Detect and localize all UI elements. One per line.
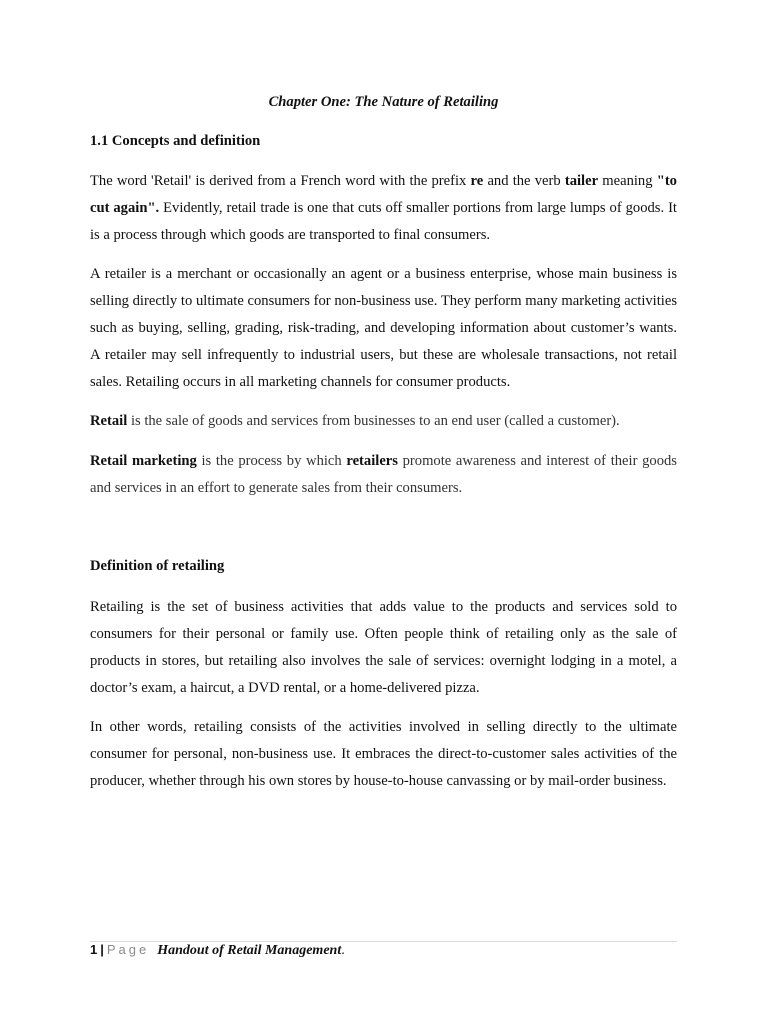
paragraph-retailing-activities: Retailing is the set of business activities that adds value to the products and services sold to consumers for their personal or family use. Often people think of retailing only as the sale of products in stores, but retailing also involves the sale of services: overnight lodging in a motel, a doctor’s exam, a haircut, a DVD rental, or a home-delivered pizza. — [90, 599, 677, 696]
page-footer — [90, 942, 345, 959]
text-run: is the process by which — [196, 453, 347, 469]
handout-title: Handout of Retail Management — [157, 943, 342, 958]
text-run: is the sale of goods and services from businesses to an end user (called a customer). — [127, 413, 620, 429]
text-run: The word 'Retail' is derived from a French word with the prefix — [90, 173, 471, 189]
paragraph-retail-origin — [90, 168, 677, 249]
paragraph-retail-marketing — [90, 448, 677, 502]
paragraph-retail-definition — [90, 408, 677, 435]
paragraph-retailer-definition: A retailer is a merchant or occasionally an agent or a business enterprise, whose main business is selling directly to ultimate consumers for non-business use. They perform many marketing activities such as buying, selling, grading, risk-trading, and developing information about customer’s wants. A retailer may sell infrequently to industrial users, but these are wholesale transactions, not retail sales. Retailing occurs in all marketing channels for consumer products. — [90, 266, 677, 390]
footer-trail: . — [341, 943, 345, 958]
section-heading-definition: Definition of retailing — [90, 558, 225, 574]
page-number: 1 — [90, 942, 98, 957]
bold-term-tailer: tailer — [564, 173, 599, 189]
text-run: and the verb — [483, 173, 565, 189]
bold-term-re: re — [470, 173, 484, 189]
chapter-title: Chapter One: The Nature of Retailing — [268, 94, 499, 110]
footer-separator: | — [100, 942, 104, 957]
text-run: meaning — [598, 173, 657, 189]
bold-term-retailers: retailers — [346, 453, 398, 469]
bold-term-retail: Retail — [90, 413, 128, 429]
page-label: Page — [106, 942, 150, 957]
section-heading-concepts: 1.1 Concepts and definition — [90, 133, 261, 149]
bold-term-cut-again: "to cut again". — [90, 173, 677, 216]
text-run: Evidently, retail trade is one that cuts off smaller portions from large lumps of goods. It is a process through which goods are transported to final consumers. — [90, 200, 677, 243]
text-run: promote awareness and interest of their goods and services in an effort to generate sales from their consumers. — [90, 453, 677, 496]
bold-term-retail-marketing: Retail marketing — [90, 453, 197, 469]
paragraph-retailing-other-words: In other words, retailing consists of the activities involved in selling directly to the ultimate consumer for personal, non-business use. It embraces the direct-to-customer sales activities of the producer, whether through his own stores by house-to-house canvassing or by mail-order business. — [90, 719, 677, 789]
